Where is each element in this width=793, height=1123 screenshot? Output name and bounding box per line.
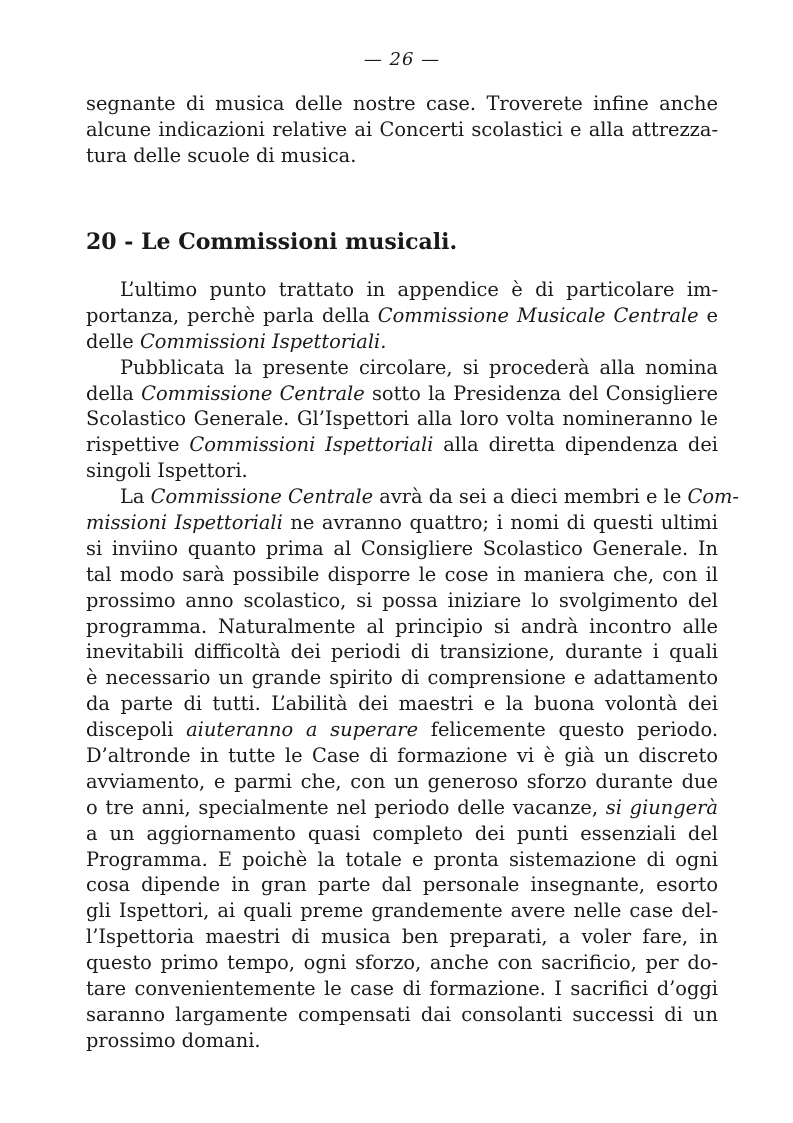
text-line: D’altronde in tutte le Case di formazione vi è già un discreto <box>86 744 718 768</box>
text-segment: La <box>120 485 151 509</box>
text-segment: felicemente questo periodo. <box>418 718 718 742</box>
text-segment: ne avranno quattro; i nomi di questi ultimi <box>282 511 719 535</box>
text-line: alcune indicazioni relative ai Concerti scolastici e alla attrezza- <box>86 117 718 141</box>
text-line <box>86 484 739 510</box>
italic-segment: missioni Ispettoriali <box>86 511 283 535</box>
text-line: cosa dipende in gran parte dal personale insegnante, esorto <box>86 873 718 897</box>
text-line: avviamento, e parmi che, con un generoso sforzo durante due <box>86 769 718 793</box>
text-line: Scolastico Generale. Gl’Ispettori alla loro volta nomineranno le <box>86 407 718 431</box>
intro-paragraph <box>86 91 718 169</box>
text-line <box>86 717 718 743</box>
page-number: — 26 — <box>363 49 441 70</box>
text-segment: discepoli <box>86 718 187 742</box>
text-segment: o tre anni, specialmente nel periodo delle vacanze, <box>86 795 606 819</box>
text-line: saranno largamente compensati dai consolanti successi di un <box>86 1002 718 1026</box>
text-line: Programma. E poichè la totale e pronta sistemazione di ogni <box>86 847 718 871</box>
text-line: da parte di tutti. L’abilità dei maestri e la buona volontà dei <box>86 692 718 716</box>
text-line: Pubblicata la presente circolare, si procederà alla nomina <box>120 355 718 379</box>
text-segment: avrà da sei a dieci membri e le <box>373 485 688 509</box>
text-line: tal modo sarà possibile disporre le cose in maniera che, con il <box>86 562 718 586</box>
section-body <box>86 277 739 1054</box>
italic-segment: Commissione Musicale Centrale <box>377 303 699 327</box>
text-line: l’Ispettoria maestri di musica ben preparati, a voler fare, in <box>86 925 718 949</box>
text-segment: rispettive <box>86 433 190 457</box>
text-line: si inviino quanto prima al Consigliere Scolastico Generale. In <box>86 536 718 560</box>
text-line <box>86 795 718 821</box>
section-heading: 20 - Le Commissioni musicali. <box>86 229 458 255</box>
text-segment: della <box>86 381 142 405</box>
italic-segment: Commissioni Ispettoriali. <box>139 329 387 353</box>
text-line: L’ultimo punto trattato in appendice è di particolare im- <box>120 278 718 301</box>
text-line: prossimo anno scolastico, si possa iniziare lo svolgimento del <box>86 588 718 612</box>
text-segment: delle <box>86 329 140 353</box>
italic-segment: si giungerà <box>605 795 718 819</box>
text-line: è necessario un grande spirito di comprensione e adattamento <box>86 666 718 690</box>
italic-segment: Commissioni Ispettoriali <box>189 433 434 457</box>
italic-segment: Commissione Centrale <box>141 381 365 405</box>
text-line: gli Ispettori, ai quali preme grandemente avere nelle case del- <box>86 899 718 923</box>
text-line: segnante di musica delle nostre case. Troverete infine anche <box>86 92 718 115</box>
text-line <box>86 510 718 536</box>
text-line: questo primo tempo, ogni sforzo, anche con sacrificio, per do- <box>86 951 718 975</box>
text-line <box>86 303 718 329</box>
text-segment: sotto la Presidenza del Consigliere <box>364 381 718 405</box>
text-line: inevitabili difficoltà dei periodi di transizione, durante i quali <box>86 640 718 664</box>
text-line <box>86 381 718 407</box>
italic-segment: Com- <box>687 485 739 509</box>
text-line <box>86 432 718 458</box>
text-line: a un aggiornamento quasi completo dei punti essenziali del <box>86 821 718 845</box>
text-line: tura delle scuole di musica. <box>86 143 357 167</box>
text-line: prossimo domani. <box>86 1028 261 1052</box>
text-line: tare convenientemente le case di formazione. I sacrifici d’oggi <box>86 977 718 1001</box>
text-segment: alla diretta dipendenza dei <box>433 433 718 457</box>
italic-segment: Commissione Centrale <box>150 485 374 509</box>
text-segment: e <box>698 303 718 327</box>
text-line: programma. Naturalmente al principio si andrà incontro alle <box>86 614 718 638</box>
text-line: singoli Ispettori. <box>86 459 248 483</box>
text-segment: portanza, perchè parla della <box>86 303 378 327</box>
italic-segment: aiuteranno a superare <box>186 718 419 742</box>
text-line <box>86 329 718 355</box>
